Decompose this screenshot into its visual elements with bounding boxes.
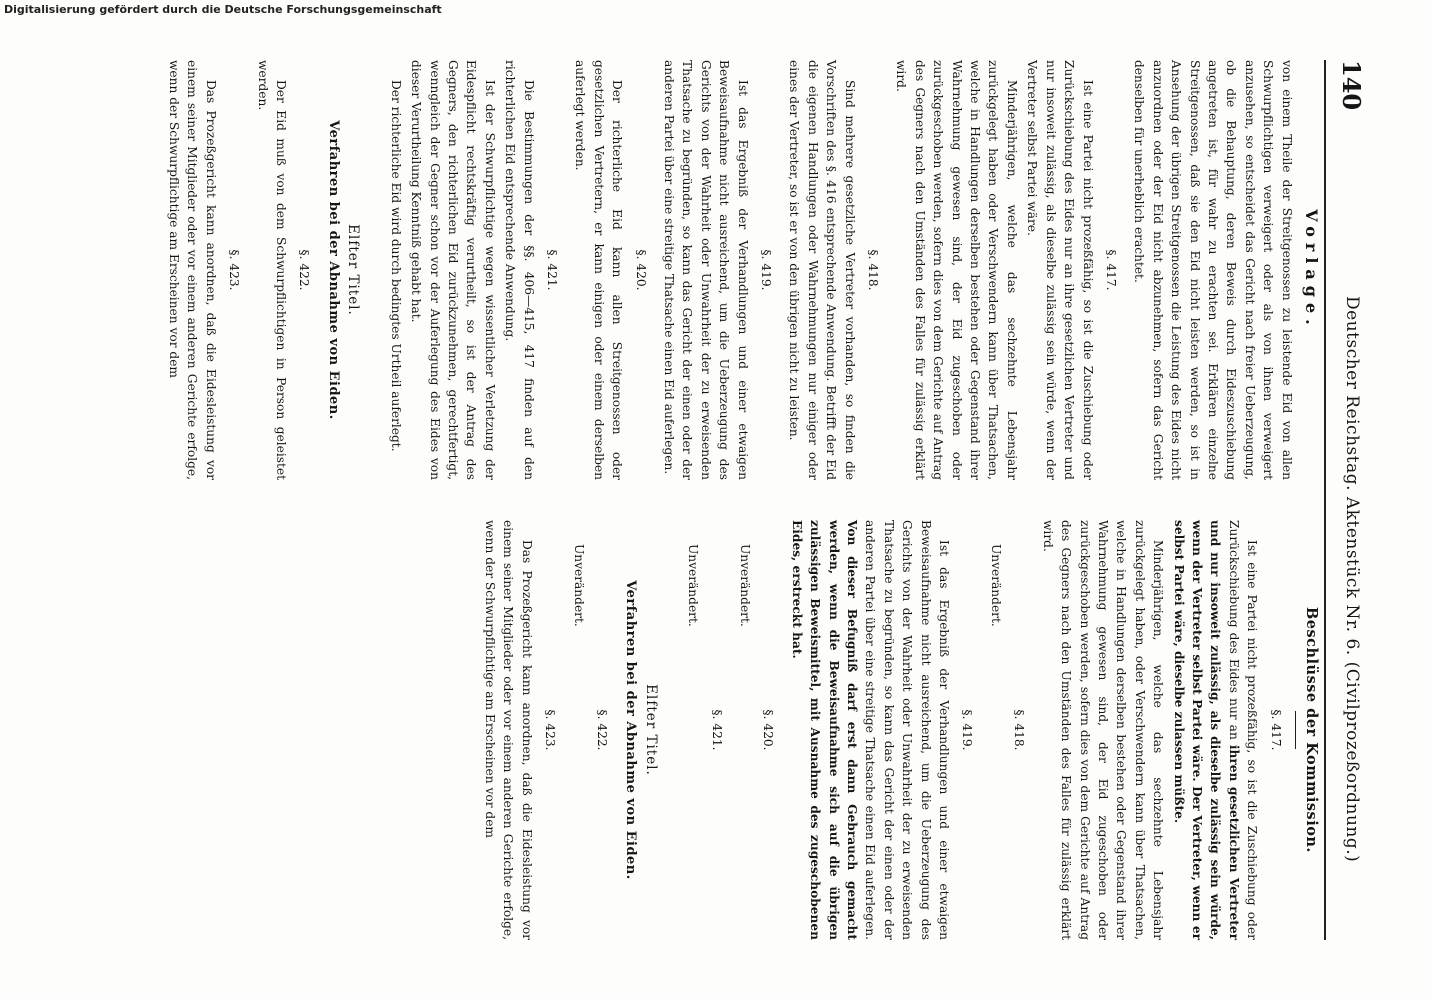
digitization-note: Digitalisierung gefördert durch die Deutsche Forschungsgemeinschaft <box>4 3 442 16</box>
unchanged-note: Unverändert. <box>988 544 1003 627</box>
paragraph: Ist eine Partei nicht prozeßfähig, so ist die Zuschiebung oder Zurückschiebung des Eides nur an ihre gesetzlichen Vertreter und nur insoweit zulässig, als dieselbe zulässig sein würde, wenn der Vertreter selbst Partei wäre. <box>1025 60 1095 480</box>
unchanged-note: Unverändert. <box>686 544 701 627</box>
section-heading: §. 421. <box>709 709 724 751</box>
section-heading: §. 419. <box>960 709 975 751</box>
paragraph: Das Prozeßgericht kann anordnen, daß die Eidesleistung vor einem seiner Mitglieder oder vor einem anderen Gerichte erfolge, wenn der Schwurpflichtige am Erscheinen vor dem <box>482 520 534 940</box>
section-heading: §. 417. <box>1268 709 1283 751</box>
amended-text: Vertreter, wenn er selbst Partei wäre, dieselbe zulassen müßte. <box>1171 520 1204 941</box>
paragraph <box>1169 520 1261 940</box>
section-heading: §. 420. <box>761 709 776 751</box>
section-heading: §. 419. <box>759 249 774 291</box>
title-rule <box>1295 711 1296 749</box>
section-heading: §. 422. <box>297 249 312 291</box>
section-heading: §. 421. <box>544 249 559 291</box>
paragraph: Das Prozeßgericht kann anordnen, daß die Eidesleistung vor einem seiner Mitglieder oder vor einem anderen Gerichte erfolge, wenn der Schwurpflichtige am Erscheinen vor dem <box>167 60 218 480</box>
unchanged-note: Unverändert. <box>738 544 753 627</box>
chapter-title: Elfter Titel. <box>642 684 659 776</box>
paragraph: Der Eid muß von dem Schwurpflichtigen in Person geleistet werden. <box>255 60 289 480</box>
paragraph: Ist das Ergebniß der Verhandlungen und einer etwaigen Beweisaufnahme nicht ausreichend, um die Ueberzeugung des Gerichts von der Wahrheit oder Unwahrheit der zu erweisenden Thatsache zu begründen, so kann das Gericht der einen oder der anderen Partei über eine streitige Thatsache einen Eid auferlegen. <box>662 60 750 480</box>
page-header <box>1330 60 1366 940</box>
column-title: Beschlüsse der Kommission. <box>1303 607 1320 853</box>
amended-text: ihren gesetzlichen Vertreter und nur insoweit zulässig, als dieselbe zulässig sein würde, wenn der Vertreter selbst Partei wäre. Der <box>1189 520 1241 940</box>
plain-text: Ist eine Partei nicht prozeßfähig, so ist die Zuschiebung oder Zurückschiebung des Eides nur an <box>1226 520 1260 940</box>
chapter-subtitle: Verfahren bei der Abnahme von Eiden. <box>623 580 639 880</box>
running-title: Deutscher Reichstag. Aktenstück Nr. 6. (Civilprozeßordnung.) <box>1342 296 1362 863</box>
paragraph: Minderjährigen, welche das sechzehnte Lebensjahr zurückgelegt haben oder Verschwendern kann über Thatsachen, welche in Handlungen derselben bestehen oder Gegenstand ihrer Wahrnehmung gewesen sind, der Eid zugeschoben oder zurückgeschoben werden, sofern dies von dem Gerichte auf Antrag des Gegners nach den Umständen des Falles für zulässig erklärt wird. <box>894 60 1019 480</box>
unchanged-note: Unverändert. <box>571 544 586 627</box>
paragraph: Sind mehrere gesetzliche Vertreter vorhanden, so finden die Vorschriften des §. 416 entsprechende Anwendung. Betrifft der Eid die eigenen Handlungen oder Wahrnehmungen nur einiger oder eines der Vertreter, so ist er von den übrigen nicht zu leisten. <box>787 60 857 480</box>
column-title: Vorlage. <box>1302 209 1321 331</box>
section-heading: §. 417. <box>1103 249 1118 291</box>
column-vorlage <box>163 60 1320 480</box>
section-heading: §. 423. <box>227 249 242 291</box>
header-rule <box>1324 60 1326 940</box>
paragraph: Ist der Schwurpflichtige wegen wissentlicher Verletzung der Eidespflicht rechtskräftig verurtheilt, so ist der Antrag des Gegners, den richterlichen Eid zurückzunehmen, gerechtfertigt, wenngleich der Gegner schon vor der Auferlegung des Eides von dieser Verurtheilung Kenntniß gehabt hat. <box>409 60 497 480</box>
page-number: 140 <box>1337 60 1366 111</box>
paragraph: Die Bestimmungen der §§. 406—415, 417 finden auf den richterlichen Eid entsprechende Anwendung. <box>503 60 536 480</box>
section-heading: §. 423. <box>543 709 558 751</box>
section-heading: §. 418. <box>1012 709 1027 751</box>
section-heading: §. 418. <box>866 249 881 291</box>
paragraph: Minderjährigen, welche das sechzehnte Lebensjahr zurückgelegt haben, oder Verschwendern kann über Thatsachen, welche in Handlungen derselben bestehen oder Gegenstand ihrer Wahrnehmung gewesen sind, der Eid zugeschoben oder zurückgeschoben werden, sofern dies von dem Gerichte auf Antrag des Gegners nach den Umständen des Falles für zulässig erklärt wird. <box>1040 520 1166 940</box>
section-heading: §. 422. <box>595 709 609 751</box>
plain-text: Ist das Ergebniß der Verhandlungen und einer etwaigen Beweisaufnahme nicht ausreichend, um die Ueberzeugung des Gerichts von der Wahrheit oder Unwahrheit der zu erweisenden Thatsache zu begründen, so kann das Gericht der einen oder der anderen Partei über eine streitige Thatsache einen Eid auferlegen. <box>863 520 952 940</box>
chapter-subtitle: Verfahren bei der Abnahme von Eiden. <box>325 120 341 420</box>
paragraph: Der richterliche Eid kann allen Streitgenossen oder gesetzlichen Vertretern, er kann einigen oder einem derselben auferlegt werden. <box>573 60 625 480</box>
paragraph <box>787 520 953 940</box>
column-kommission <box>479 520 1320 940</box>
chapter-title: Elfter Titel. <box>345 224 362 316</box>
paragraph: von einem Theile der Streitgenossen zu leistende Eid von allen Schwurpflichtigen verweigert oder als von ihnen verweigert anzusehen, so entscheidet das Gericht nach freier Ueberzeugung, ob die Behauptung, deren Beweis durch Eideszuschiebung angetreten ist, für wahr zu erachten sei. Erklären einzelne Streitgenossen, daß sie den Eid nicht leisten werden, so ist in Ansehung der übrigen Streitgenossen die Leistung des Eides nicht anzuordnen oder der Eid nicht abzunehmen, sofern das Gericht denselben für unerheblich erachtet. <box>1132 60 1294 480</box>
section-heading: §. 420. <box>633 249 648 291</box>
amended-text: Von dieser Befugniß darf erst dann Gebrauch gemacht werden, wenn die Beweisaufnahme sich auf die übrigen zulässigen Beweismittel, mit Ausnahme des zugeschobenen Eides, erstreckt hat. <box>789 520 860 940</box>
paragraph: Der richterliche Eid wird durch bedingtes Urtheil auferlegt. <box>388 80 403 452</box>
